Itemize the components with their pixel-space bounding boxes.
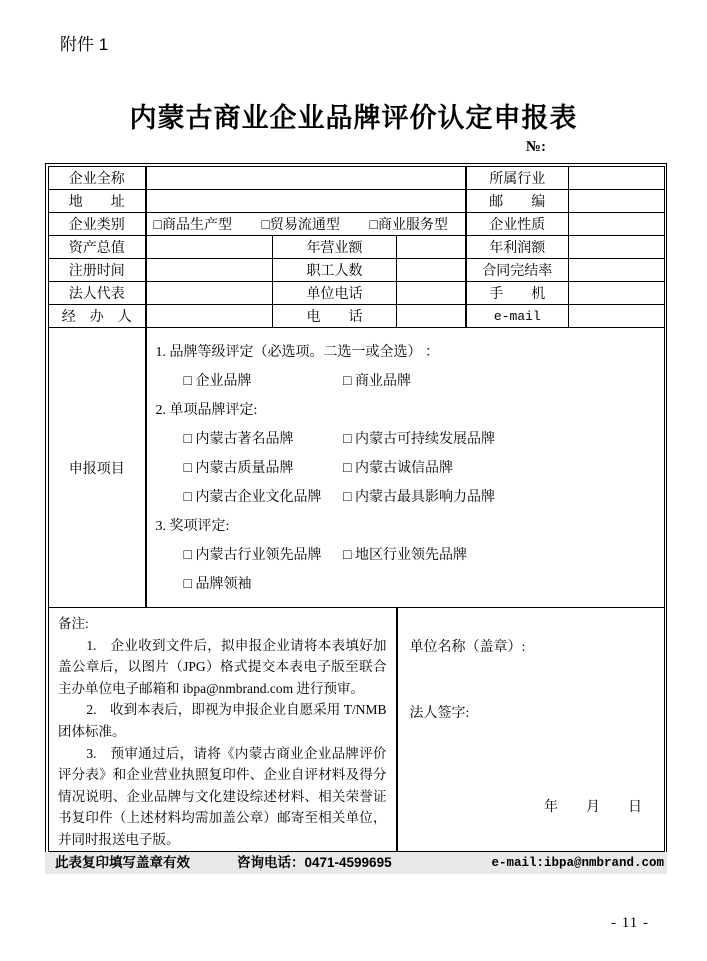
checkbox-option-producer[interactable]: □商品生产型 xyxy=(153,218,232,233)
checkbox-option-brand-leader[interactable]: □ 品牌领袖 xyxy=(183,577,252,592)
declare-item1-title: 1. 品牌等级评定（必选项。二选一或全选） ： xyxy=(155,345,439,360)
checkbox-option-industry-leading-brand[interactable]: □ 内蒙古行业领先品牌 xyxy=(183,548,322,563)
footer-copy-note: 此表复印填写盖章有效 xyxy=(55,855,190,870)
date-label: 年 月 日 xyxy=(544,800,643,815)
category-options-cell xyxy=(146,213,466,236)
annual-revenue-input-cell[interactable] xyxy=(397,236,466,259)
industry-input-cell[interactable] xyxy=(569,167,665,190)
checkbox-option-enterprise-brand[interactable]: □ 企业品牌 xyxy=(183,374,252,389)
agent-label: 经 办 人 xyxy=(49,305,146,328)
office-phone-input-cell[interactable] xyxy=(397,282,466,305)
declare-section-label: 申报项目 xyxy=(49,328,146,608)
address-label: 地 址 xyxy=(49,190,146,213)
contract-rate-label: 合同完结率 xyxy=(466,259,569,282)
row-registration xyxy=(49,259,665,282)
row-company-name xyxy=(49,167,665,190)
checkbox-option-culture-brand[interactable]: □ 内蒙古企业文化品牌 xyxy=(183,490,322,505)
declare-item3-options-row1 xyxy=(156,541,665,570)
attachment-label: 附件 1 xyxy=(60,35,109,54)
checkbox-option-service[interactable]: □商业服务型 xyxy=(369,218,448,233)
register-time-input-cell[interactable] xyxy=(146,259,273,282)
annual-profit-input-cell[interactable] xyxy=(569,236,665,259)
assets-input-cell[interactable] xyxy=(146,236,273,259)
legal-signature-label: 法人签字: xyxy=(409,706,470,721)
note-item-3: 3. 预审通过后，请将《内蒙古商业企业品牌评价评分表》和企业营业执照复印件、企业自评材料及得分情况说明、企业品牌与文化建设综述材料、相关荣誉证书复印件（上述材料均需加盖公章）邮寄至相关单位，并同时报送电子版。 xyxy=(58,745,387,847)
signature-cell xyxy=(397,608,665,852)
page-title: 内蒙古商业企业品牌评价认定申报表 xyxy=(129,103,578,133)
serial-number-label: №: xyxy=(525,139,546,155)
checkbox-option-commercial-brand[interactable]: □ 商业品牌 xyxy=(343,374,411,389)
checkbox-option-integrity-brand[interactable]: □ 内蒙古诚信品牌 xyxy=(343,461,453,476)
declare-item3-title: 3. 奖项评定: xyxy=(155,519,230,534)
company-name-label: 企业全称 xyxy=(49,167,146,190)
nature-label: 企业性质 xyxy=(466,213,569,236)
legal-rep-label: 法人代表 xyxy=(49,282,146,305)
row-agent xyxy=(49,305,665,328)
annual-profit-label: 年利润额 xyxy=(466,236,569,259)
declare-content-cell xyxy=(146,328,665,608)
contract-rate-input-cell[interactable] xyxy=(569,259,665,282)
annual-revenue-label: 年营业额 xyxy=(273,236,397,259)
page-number: - 11 - xyxy=(611,915,649,931)
row-notes-signature xyxy=(49,608,665,852)
legal-rep-input-cell[interactable] xyxy=(146,282,273,305)
office-phone-label: 单位电话 xyxy=(273,282,397,305)
email-label: e-mail xyxy=(466,305,569,328)
row-legal-rep xyxy=(49,282,665,305)
footer-bar xyxy=(45,852,667,874)
row-category xyxy=(49,213,665,236)
checkbox-option-famous-brand[interactable]: □ 内蒙古著名品牌 xyxy=(183,432,294,447)
application-form-table xyxy=(45,163,667,855)
email-input-cell[interactable] xyxy=(569,305,665,328)
row-address xyxy=(49,190,665,213)
agent-input-cell[interactable] xyxy=(146,305,273,328)
row-declare-items xyxy=(49,328,665,608)
mobile-label: 手 机 xyxy=(466,282,569,305)
checkbox-option-influential-brand[interactable]: □ 内蒙古最具影响力品牌 xyxy=(343,490,495,505)
checkbox-option-trade[interactable]: □贸易流通型 xyxy=(261,218,340,233)
nature-input-cell[interactable] xyxy=(569,213,665,236)
register-time-label: 注册时间 xyxy=(49,259,146,282)
footer-phone: 咨询电话：0471-4599695 xyxy=(237,855,392,870)
unit-name-seal-label: 单位名称（盖章）: xyxy=(409,640,526,655)
company-name-input-cell[interactable] xyxy=(146,167,466,190)
staff-count-input-cell[interactable] xyxy=(397,259,466,282)
industry-label: 所属行业 xyxy=(466,167,569,190)
declare-item2-options-row1 xyxy=(156,425,665,454)
postcode-label: 邮 编 xyxy=(466,190,569,213)
notes-cell xyxy=(49,608,397,852)
phone-input-cell[interactable] xyxy=(397,305,466,328)
declare-item2-options-row3 xyxy=(156,483,665,512)
form-grid xyxy=(48,166,665,852)
assets-label: 资产总值 xyxy=(49,236,146,259)
postcode-input-cell[interactable] xyxy=(569,190,665,213)
declare-item1-options xyxy=(156,367,665,396)
address-input-cell[interactable] xyxy=(146,190,466,213)
declare-item2-title: 2. 单项品牌评定: xyxy=(155,403,258,418)
checkbox-option-quality-brand[interactable]: □ 内蒙古质量品牌 xyxy=(183,461,294,476)
staff-count-label: 职工人数 xyxy=(273,259,397,282)
checkbox-option-sustainable-brand[interactable]: □ 内蒙古可持续发展品牌 xyxy=(343,432,495,447)
declare-item3-options-row2 xyxy=(156,570,665,599)
notes-label: 备注: xyxy=(58,616,89,631)
phone-label: 电 话 xyxy=(273,305,397,328)
note-item-2: 2. 收到本表后，即视为申报企业自愿采用 T/NMB 团体标准。 xyxy=(58,702,387,739)
declare-item2-options-row2 xyxy=(156,454,665,483)
row-assets xyxy=(49,236,665,259)
footer-email: e-mail:ibpa@nmbrand.com xyxy=(491,856,664,870)
mobile-input-cell[interactable] xyxy=(569,282,665,305)
category-label: 企业类别 xyxy=(49,213,146,236)
checkbox-option-regional-leading-brand[interactable]: □ 地区行业领先品牌 xyxy=(343,548,467,563)
note-item-1: 1. 企业收到文件后，拟申报企业请将本表填好加盖公章后，以图片（JPG）格式提交本表电子版至联合主办单位电子邮箱和 ibpa@nmbrand.com 进行预审。 xyxy=(58,637,387,696)
